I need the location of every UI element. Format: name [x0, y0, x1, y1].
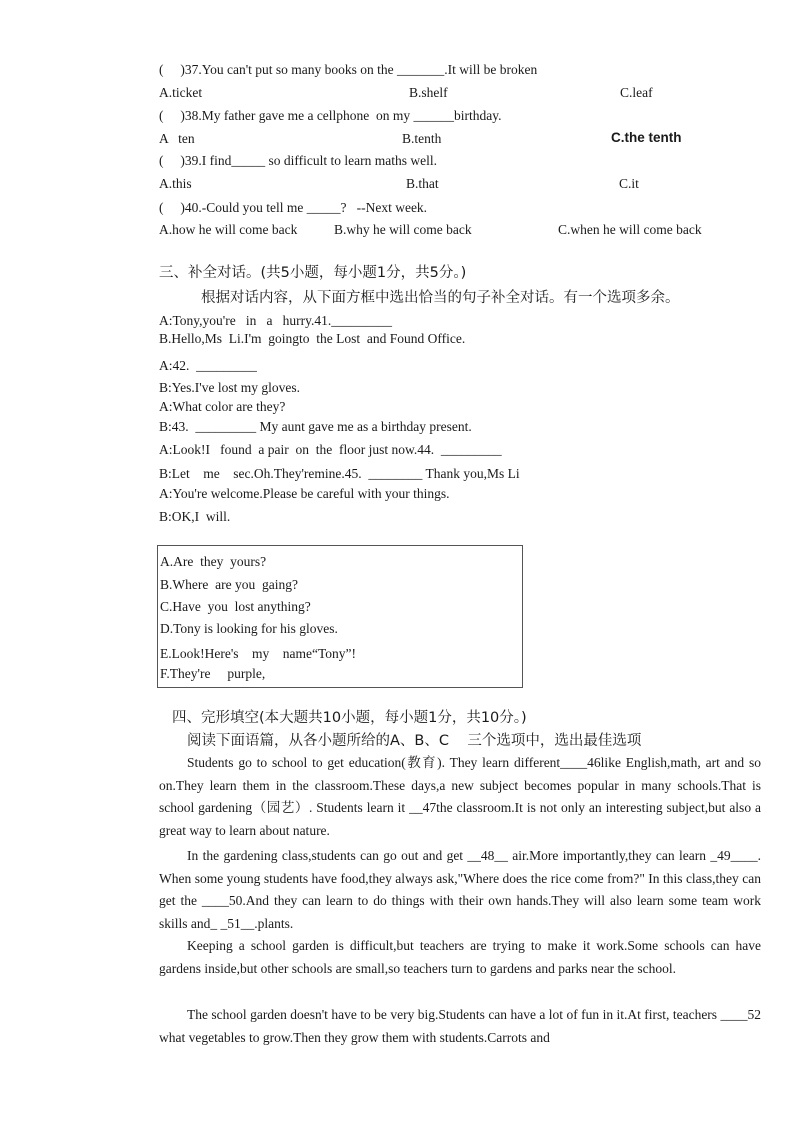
option-a: A ten	[159, 131, 195, 146]
option-c: C.when he will come back	[558, 222, 702, 237]
dialogue-line: A:Look!I found a pair on the floor just now.44. _________	[159, 442, 502, 457]
question-stem: ( )37.You can't put so many books on the _______.It will be broken	[159, 62, 538, 77]
dialogue-line: B:Yes.I've lost my gloves.	[159, 380, 300, 395]
dialogue-line: A:What color are they?	[159, 399, 286, 414]
dialogue-line: A:Tony,you're in a hurry.41._________	[159, 313, 392, 328]
option-c: C.it	[619, 176, 639, 191]
option-b: B.tenth	[402, 131, 442, 146]
section-3-instruction: 根据对话内容，从下面方框中选出恰当的句子补全对话。有一个选项多余。	[201, 290, 680, 306]
dialogue-line: A:You're welcome.Please be careful with your things.	[159, 486, 450, 501]
box-option: D.Tony is looking for his gloves.	[160, 621, 338, 636]
dialogue-line: B:OK,I will.	[159, 509, 231, 524]
question-stem: ( )40.-Could you tell me _____? --Next week.	[159, 200, 428, 215]
box-option: F.They're purple,	[160, 666, 266, 681]
dialogue-line: B:43. _________ My aunt gave me as a birthday present.	[159, 419, 472, 434]
option-c: C.the tenth	[611, 130, 682, 145]
option-b: B.shelf	[409, 85, 448, 100]
question-stem: ( )39.I find_____ so difficult to learn maths well.	[159, 153, 437, 168]
section-4-title: 四、完形填空(本大题共10小题，每小题1分，共10分。)	[172, 710, 527, 726]
passage-paragraph: Students go to school to get education(教育). They learn different____46like English,math, art and so on.They learn them in the classroom.These days,a new subject becomes popular in many schools.That is school gardening（园艺）. Students learn it __47the classroom.It is not only an interesting subject,but also a great way to learn about nature.	[159, 755, 761, 838]
option-a: A.ticket	[159, 85, 203, 100]
option-b: B.why he will come back	[334, 222, 472, 237]
option-c: C.leaf	[620, 85, 653, 100]
option-b: B.that	[406, 176, 439, 191]
passage-paragraph: The school garden doesn't have to be very big.Students can have a lot of fun in it.At first, teachers ____52 what vegetables to grow.Then they grow them with students.Carrots and	[159, 1007, 761, 1045]
passage-paragraph: Keeping a school garden is difficult,but teachers are trying to make it work.Some schools can have gardens inside,but other schools are small,so teachers turn to gardens and parks near the school.	[159, 938, 761, 976]
box-option: C.Have you lost anything?	[160, 599, 311, 614]
section-3-title: 三、补全对话。(共5小题，每小题1分，共5分。)	[159, 265, 467, 281]
dialogue-line: B.Hello,Ms Li.I'm goingto the Lost and Found Office.	[159, 331, 466, 346]
passage-paragraph: In the gardening class,students can go out and get __48__ air.More importantly,they can learn _49____. When some young students have food,they always ask,"Where does the rice come from?" In this class,they can get the ____50.And they can learn to do things with their own hands.They will also learn some team work skills and_ _51__.plants.	[159, 848, 761, 931]
box-option: A.Are they yours?	[160, 554, 267, 569]
dialogue-line: A:42. _________	[159, 358, 257, 373]
box-option: B.Where are you gaing?	[160, 577, 298, 592]
question-stem: ( )38.My father gave me a cellphone on my ______birthday.	[159, 108, 502, 123]
section-4-instruction: 阅读下面语篇，从各小题所给的A、B、C 三个选项中，选出最佳选项	[187, 733, 642, 749]
option-a: A.how he will come back	[159, 222, 298, 237]
option-a: A.this	[159, 176, 192, 191]
options-box	[157, 545, 523, 688]
box-option: E.Look!Here's my name“Tony”!	[160, 646, 357, 661]
dialogue-line: B:Let me sec.Oh.They'remine.45. ________ Thank you,Ms Li	[159, 466, 520, 481]
